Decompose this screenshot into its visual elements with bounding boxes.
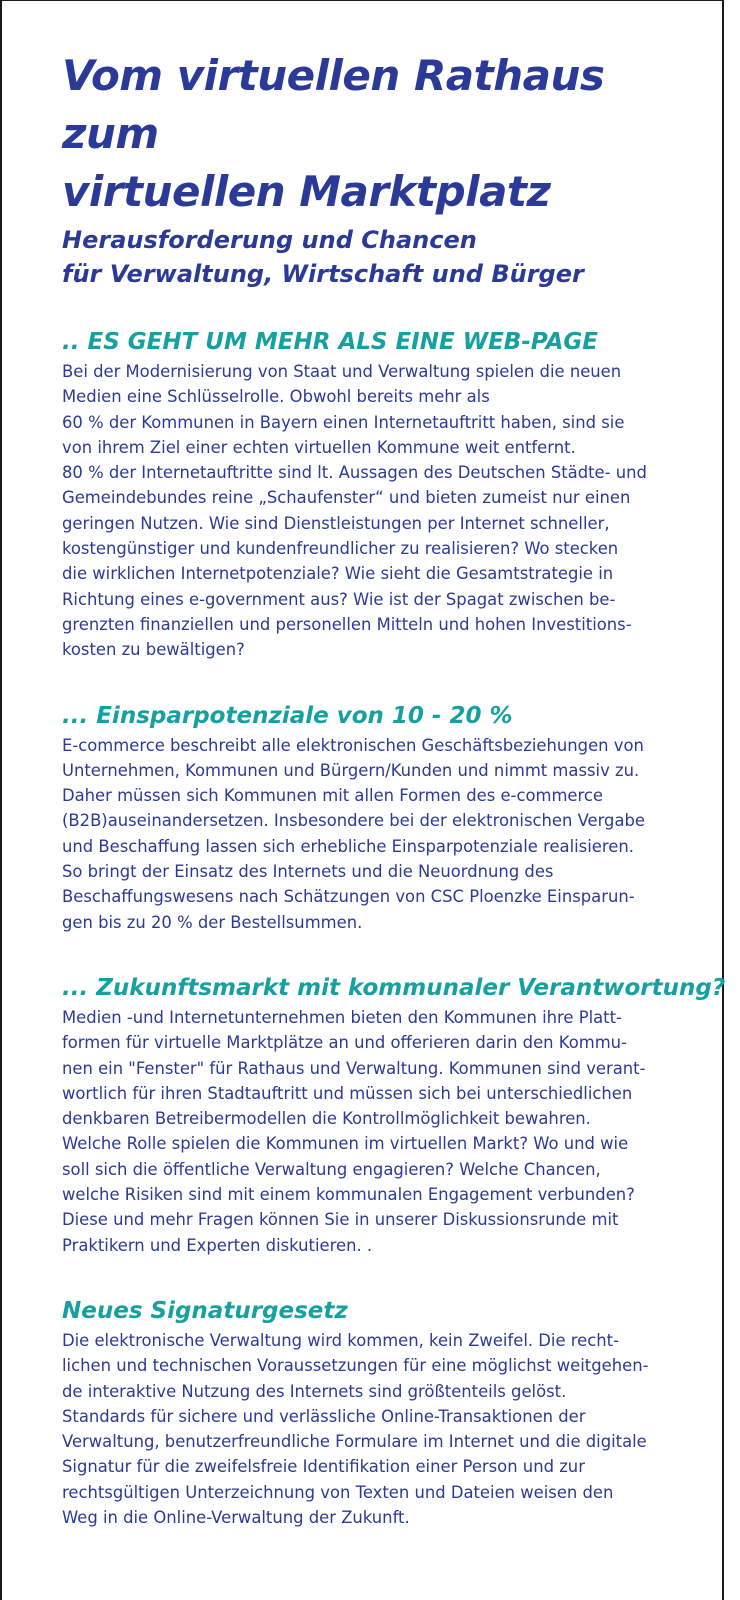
body-line: nen ein "Fenster" für Rathaus und Verwaltung. Kommunen sind verant- [62,1058,646,1078]
section-body [62,1328,702,1530]
body-line: So bringt der Einsatz des Internets und die Neuordnung des [62,862,554,882]
section-body [62,359,702,663]
body-line: wortlich für ihren Stadtauftritt und müssen sich bei unterschiedlichen [62,1083,633,1103]
section-heading: Neues Signaturgesetz [62,1297,348,1324]
subtitle-line: für Verwaltung, Wirtschaft und Bürger [62,260,584,288]
body-line: und Beschaffung lassen sich erhebliche Einsparpotenziale realisieren. [62,836,634,856]
body-line: denkbaren Betreibermodellen die Kontrollmöglichkeit bewahren. [62,1109,591,1129]
body-line: rechtsgültigen Unterzeichnung von Texten und Dateien weisen den [62,1482,614,1502]
body-line: Verwaltung, benutzerfreundliche Formulare im Internet und die digitale [62,1432,647,1452]
section-body [62,733,702,935]
body-line: 60 % der Kommunen in Bayern einen Internetauftritt haben, sind sie [62,412,625,432]
body-line: Welche Rolle spielen die Kommunen im virtuellen Markt? Wo und wie [62,1134,629,1154]
body-line: E-commerce beschreibt alle elektronischen Geschäftsbeziehungen von [62,735,644,755]
subtitle-line: Herausforderung und Chancen [62,226,477,254]
section-signaturgesetz [62,1296,702,1530]
body-line: Praktikern und Experten diskutieren. . [62,1235,373,1255]
document-content [62,47,726,1530]
body-line: (B2B)auseinandersetzen. Insbesondere bei der elektronischen Vergabe [62,811,645,831]
title-line: virtuellen Marktplatz [62,167,551,216]
body-line: Beschaffungswesens nach Schätzungen von CSC Ploenzke Einsparun- [62,887,635,907]
section-einsparpotenziale [62,701,702,935]
page-subtitle [62,223,702,291]
body-line: formen für virtuelle Marktplätze an und offerieren darin den Kommu- [62,1033,627,1053]
body-line: gen bis zu 20 % der Bestellsummen. [62,912,363,932]
body-line: welche Risiken sind mit einem kommunalen Engagement verbunden? [62,1185,635,1205]
body-line: grenzten finanziellen und personellen Mitteln und hohen Investitions- [62,614,632,634]
section-heading: .. ES GEHT UM MEHR ALS EINE WEB-PAGE [62,329,598,355]
body-line: Die elektronische Verwaltung wird kommen, kein Zweifel. Die recht- [62,1330,619,1350]
body-line: die wirklichen Internetpotenziale? Wie sieht die Gesamtstrategie in [62,564,614,584]
body-line: Signatur für die zweifelsfreie Identifikation einer Person und zur [62,1457,585,1477]
section-heading: ... Einsparpotenziale von 10 - 20 % [62,702,513,729]
body-line: Standards für sichere und verlässliche Online-Transaktionen der [62,1406,586,1426]
body-line: 80 % der Internetauftritte sind lt. Aussagen des Deutschen Städte- und [62,463,647,483]
body-line: Medien -und Internetunternehmen bieten den Kommunen ihre Platt- [62,1007,622,1027]
section-web-page [62,327,702,663]
title-line: Vom virtuellen Rathaus zum [62,51,605,158]
body-line: geringen Nutzen. Wie sind Dienstleistungen per Internet schneller, [62,513,610,533]
body-line: Medien eine Schlüsselrolle. Obwohl bereits mehr als [62,387,490,407]
section-heading: ... Zukunftsmarkt mit kommunaler Verantwortung? [62,974,726,1001]
body-line: lichen und technischen Voraussetzungen für eine möglichst weitgehen- [62,1356,649,1376]
body-line: Gemeindebundes reine „Schaufenster“ und bieten zumeist nur einen [62,488,631,508]
section-body [62,1005,702,1258]
section-zukunftsmarkt [62,973,726,1258]
body-line: kostengünstiger und kundenfreundlicher zu realisieren? Wo stecken [62,539,619,559]
body-line: soll sich die öffentliche Verwaltung engagieren? Welche Chancen, [62,1159,601,1179]
body-line: von ihrem Ziel einer echten virtuellen Kommune weit entfernt. [62,437,576,457]
body-line: Weg in die Online-Verwaltung der Zukunft. [62,1507,410,1527]
body-line: kosten zu bewältigen? [62,640,245,660]
page-title [62,47,702,221]
body-line: Unternehmen, Kommunen und Bürgern/Kunden und nimmt massiv zu. [62,760,640,780]
body-line: Diese und mehr Fragen können Sie in unserer Diskussionsrunde mit [62,1210,619,1230]
body-line: Daher müssen sich Kommunen mit allen Formen des e-commerce [62,786,603,806]
body-line: de interaktive Nutzung des Internets sind größtenteils gelöst. [62,1381,567,1401]
body-line: Bei der Modernisierung von Staat und Verwaltung spielen die neuen [62,362,622,381]
body-line: Richtung eines e-government aus? Wie ist der Spagat zwischen be- [62,589,616,609]
